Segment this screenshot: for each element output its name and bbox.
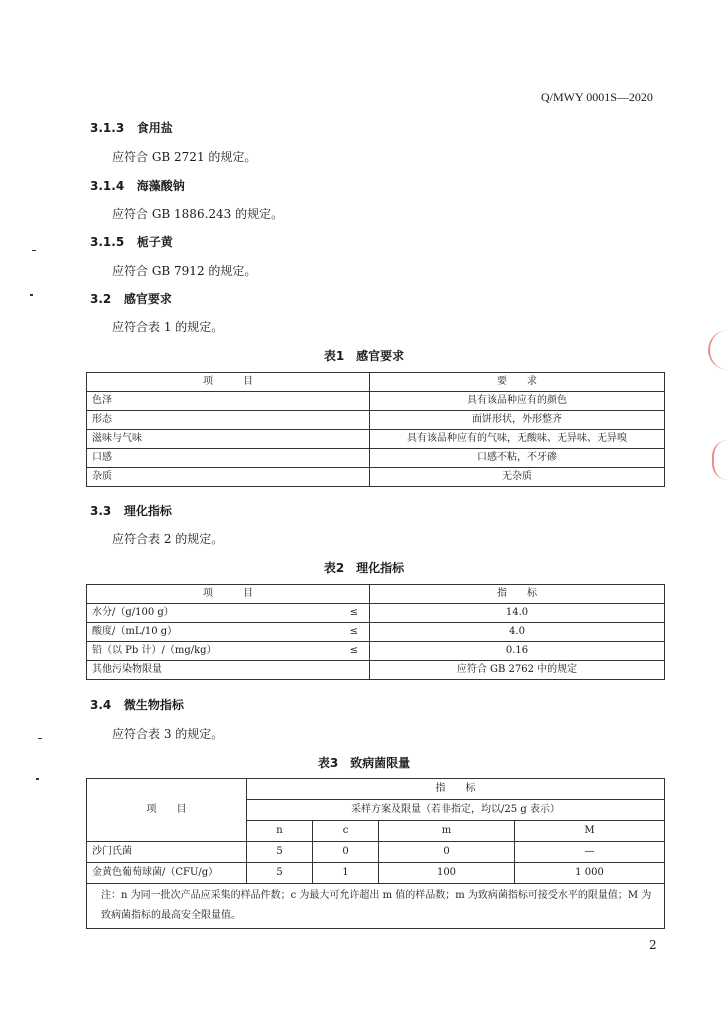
section-number: 3.1.5	[90, 235, 125, 249]
section-heading-3-4	[90, 696, 184, 713]
section-title: 海藻酸钠	[136, 179, 185, 193]
table-cell: 色泽	[87, 392, 370, 411]
table-header-row	[87, 779, 665, 800]
section-number: 3.4	[90, 698, 112, 712]
table-cell: 14.0	[370, 604, 665, 623]
column-header: n	[247, 821, 313, 842]
table-note-row	[87, 884, 665, 929]
section-title: 微生物指标	[123, 698, 184, 712]
table-cell: 1	[313, 863, 379, 884]
column-header: 要 求	[370, 373, 665, 392]
table-cell: 具有该品种应有的气味，无酸味、无异味、无异嗅	[370, 430, 665, 449]
table1-sensory	[86, 372, 665, 487]
section-heading-3-1-5	[90, 233, 173, 250]
table-row	[87, 661, 665, 680]
column-header: 采样方案及限量（若非指定，均以/25 g 表示）	[247, 800, 665, 821]
table-row	[87, 642, 665, 661]
table-header-row	[87, 373, 665, 392]
operator-symbol: ≤	[349, 607, 358, 618]
table-cell: —	[515, 842, 665, 863]
table-cell	[87, 661, 370, 680]
section-number: 3.1.4	[90, 179, 125, 193]
section-number: 3.1.3	[90, 121, 125, 135]
table-row	[87, 392, 665, 411]
section-text: 应符合 GB 2721 的规定。	[112, 150, 257, 164]
section-title: 理化指标	[123, 504, 172, 518]
table-cell: 0.16	[370, 642, 665, 661]
table-row	[87, 842, 665, 863]
table-cell: 沙门氏菌	[87, 842, 247, 863]
section-number: 3.2	[90, 292, 112, 306]
section-title: 食用盐	[136, 121, 173, 135]
table3-pathogen-limits	[86, 778, 665, 929]
table-cell	[87, 642, 370, 661]
item-label: 其他污染物限量	[92, 664, 162, 675]
section-heading-3-1-4	[90, 177, 185, 194]
section-title: 感官要求	[123, 292, 172, 306]
table-cell: 口感不粘，不牙碜	[370, 449, 665, 468]
table-cell: 5	[247, 842, 313, 863]
table2-caption: 表2 理化指标	[323, 561, 405, 575]
column-header: 指 标	[370, 585, 665, 604]
table-cell: 4.0	[370, 623, 665, 642]
table-cell: 无杂质	[370, 468, 665, 487]
section-text: 应符合表 3 的规定。	[112, 727, 224, 741]
table-cell	[87, 604, 370, 623]
table-cell: 0	[313, 842, 379, 863]
table2-physicochemical	[86, 584, 665, 680]
operator-symbol: ≤	[349, 626, 358, 637]
scan-mark	[38, 738, 42, 739]
table1-caption: 表1 感官要求	[323, 349, 405, 363]
section-heading-3-2	[90, 290, 172, 307]
table-row	[87, 468, 665, 487]
column-header: 项 目	[87, 373, 370, 392]
section-heading-3-1-3	[90, 119, 173, 136]
section-text: 应符合 GB 7912 的规定。	[112, 264, 257, 278]
table-row	[87, 411, 665, 430]
scan-mark	[30, 294, 33, 296]
table-cell: 5	[247, 863, 313, 884]
table-cell: 口感	[87, 449, 370, 468]
table-row	[87, 604, 665, 623]
column-header: M	[515, 821, 665, 842]
table-cell	[87, 623, 370, 642]
section-number: 3.3	[90, 504, 112, 518]
stamp-fragment	[712, 440, 728, 480]
page-number: 2	[649, 938, 657, 952]
column-header: 指 标	[247, 779, 665, 800]
table-header-row	[87, 585, 665, 604]
table-cell: 面饼形状，外形整齐	[370, 411, 665, 430]
table-cell: 应符合 GB 2762 中的规定	[370, 661, 665, 680]
section-title: 栀子黄	[136, 235, 173, 249]
item-label: 水分/（g/100 g）	[92, 607, 174, 618]
item-label: 铅（以 Pb 计）/（mg/kg）	[92, 645, 217, 656]
table-cell: 具有该品种应有的颜色	[370, 392, 665, 411]
table-cell: 金黄色葡萄球菌/（CFU/g）	[87, 863, 247, 884]
item-label: 酸度/（mL/10 g）	[92, 626, 178, 637]
scan-mark	[32, 250, 36, 251]
column-header: c	[313, 821, 379, 842]
table-note: 注：n 为同一批次产品应采集的样品件数；c 为最大可允许超出 m 值的样品数；m 为致病菌指标可接受水平的限量值；M 为致病菌指标的最高安全限量值。	[87, 884, 665, 929]
section-text: 应符合表 1 的规定。	[112, 320, 224, 334]
section-text: 应符合 GB 1886.243 的规定。	[112, 207, 284, 221]
section-heading-3-3	[90, 502, 172, 519]
table-cell: 形态	[87, 411, 370, 430]
document-code: Q/MWY 0001S—2020	[541, 90, 653, 104]
table-cell: 1 000	[515, 863, 665, 884]
operator-symbol: ≤	[349, 645, 358, 656]
column-header: 项 目	[87, 779, 247, 842]
column-header: 项 目	[87, 585, 370, 604]
table-cell: 0	[379, 842, 515, 863]
table-cell: 杂质	[87, 468, 370, 487]
scan-mark	[36, 778, 39, 780]
table-row	[87, 449, 665, 468]
table-cell: 滋味与气味	[87, 430, 370, 449]
table-row	[87, 430, 665, 449]
table-row	[87, 623, 665, 642]
table-cell: 100	[379, 863, 515, 884]
section-text: 应符合表 2 的规定。	[112, 532, 224, 546]
table3-caption: 表3 致病菌限量	[317, 756, 411, 770]
table-row	[87, 863, 665, 884]
column-header: m	[379, 821, 515, 842]
